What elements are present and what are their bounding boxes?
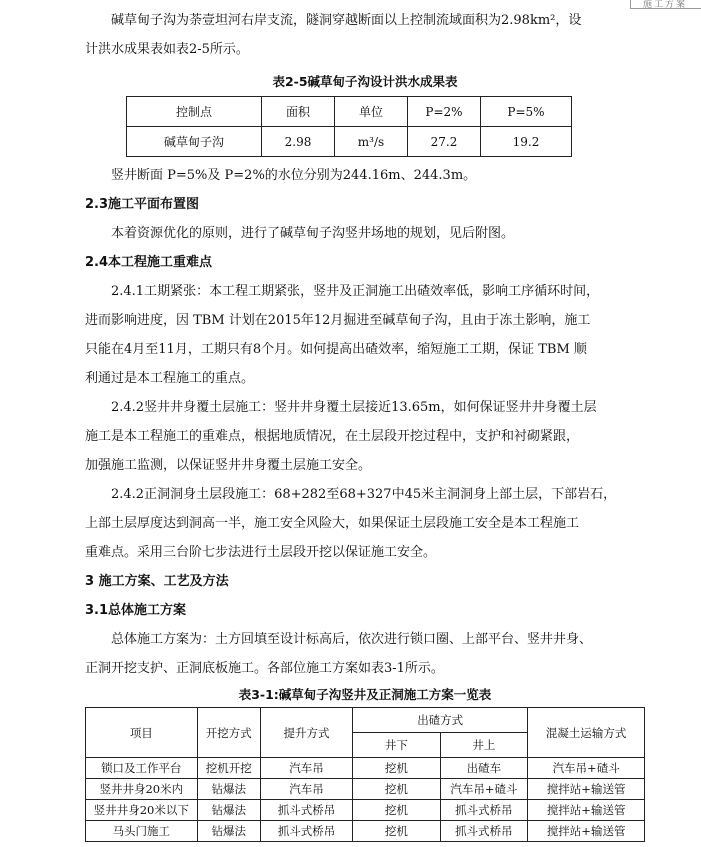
cell: 钻爆法 bbox=[197, 821, 260, 842]
intro-line-2: 计洪水成果表如表2-5所示。 bbox=[85, 42, 249, 57]
difficulty-1-line-1: 2.4.1工期紧张：本工程工期紧张，竖井及正洞施工出碴效率低，影响工序循环时间， bbox=[111, 284, 600, 299]
cell: 19.2 bbox=[481, 127, 572, 157]
difficulty-1-line-2: 进而影响进度，因 TBM 计划在2015年12月掘进至碱草甸子沟，且由于冻土影响，施工 bbox=[85, 313, 591, 328]
intro-line-1: 碱草甸子沟为荼壹坦河右岸支流，隧洞穿越断面以上控制流域面积为2.98km²，设 bbox=[111, 13, 582, 28]
table-header-row bbox=[86, 708, 645, 733]
cell: 挖机 bbox=[353, 821, 440, 842]
cell: 挖机开挖 bbox=[197, 758, 260, 779]
cell: 汽车吊 bbox=[260, 779, 352, 800]
cell: 碱草甸子沟 bbox=[127, 127, 262, 157]
layout-text: 本着资源优化的原则，进行了碱草甸子沟竖井场地的规划，见后附图。 bbox=[111, 226, 515, 241]
water-level-text: 竖井断面 P=5%及 P=2%的水位分别为244.16m、244.3m。 bbox=[111, 168, 477, 183]
cell: 挖机 bbox=[353, 779, 440, 800]
difficulty-3-line-3: 重难点。采用三台阶七步法进行土层段开挖以保证施工安全。 bbox=[85, 545, 437, 560]
cell: 2.98 bbox=[262, 127, 335, 157]
cell: 汽车吊 bbox=[260, 758, 352, 779]
difficulty-1-line-3: 只能在4月至11月，工期只有8个月。如何提高出碴效率，缩短施工工期，保证 TBM 顺 bbox=[85, 342, 587, 357]
cell: 竖井井身20米内 bbox=[86, 779, 198, 800]
cell: 出碴车 bbox=[440, 758, 528, 779]
cell: 抓斗式桥吊 bbox=[260, 821, 352, 842]
header-cell: 单位 bbox=[335, 97, 408, 127]
header-cell: 项目 bbox=[86, 708, 198, 758]
cell: 钻爆法 bbox=[197, 779, 260, 800]
header-cell: 面积 bbox=[262, 97, 335, 127]
overall-plan-line-1: 总体施工方案为：土方回填至设计标高后，依次进行锁口圈、上部平台、竖井井身、 bbox=[111, 632, 593, 647]
difficulty-1-line-4: 利通过是本工程施工的重点。 bbox=[85, 371, 255, 386]
header-cell: 井下 bbox=[353, 733, 440, 758]
heading-2-4: 2.4本工程施工重难点 bbox=[85, 255, 213, 270]
cell: 挖机 bbox=[353, 758, 440, 779]
cell: 搅拌站+输送管 bbox=[528, 800, 645, 821]
difficulty-2-line-1: 2.4.2竖井井身覆土层施工：竖井井身覆土层接近13.65m，如何保证竖井井身覆土层 bbox=[111, 400, 597, 415]
cell: 钻爆法 bbox=[197, 800, 260, 821]
overall-plan-line-2: 正洞开挖支护、正洞底板施工。各部位施工方案如表3-1所示。 bbox=[85, 661, 444, 676]
difficulty-2-line-3: 加强施工监测，以保证竖井井身覆土层施工安全。 bbox=[85, 458, 372, 473]
table-row bbox=[86, 800, 645, 821]
cell: 汽车吊+碴斗 bbox=[528, 758, 645, 779]
header-cell: 井上 bbox=[440, 733, 528, 758]
header-cell: 控制点 bbox=[127, 97, 262, 127]
difficulty-2-line-2: 施工是本工程施工的重难点，根据地质情况，在土层段开挖过程中，支护和衬砌紧跟， bbox=[85, 429, 580, 444]
table-row bbox=[86, 758, 645, 779]
cell: 搅拌站+输送管 bbox=[528, 821, 645, 842]
table-3-1-caption: 表3-1:碱草甸子沟竖井及正洞施工方案一览表 bbox=[238, 687, 492, 702]
table-row bbox=[127, 127, 572, 157]
cell: 抓斗式桥吊 bbox=[440, 800, 528, 821]
table-row bbox=[86, 821, 645, 842]
flood-results-table bbox=[126, 96, 572, 157]
header-cell: 提升方式 bbox=[260, 708, 352, 758]
cell: 27.2 bbox=[408, 127, 481, 157]
cell: 搅拌站+输送管 bbox=[528, 779, 645, 800]
cell: 汽车吊+碴斗 bbox=[440, 779, 528, 800]
table-header-row bbox=[127, 97, 572, 127]
difficulty-3-line-1: 2.4.2正洞洞身土层段施工：68+282至68+327中45米主洞洞身上部土层，下部岩石， bbox=[111, 487, 617, 502]
table-row bbox=[86, 779, 645, 800]
header-cell: 混凝土运输方式 bbox=[528, 708, 645, 758]
cell: 挖机 bbox=[353, 800, 440, 821]
cell: 锁口及工作平台 bbox=[86, 758, 198, 779]
heading-3: 3 施工方案、工艺及方法 bbox=[85, 574, 229, 589]
cell: 抓斗式桥吊 bbox=[260, 800, 352, 821]
cell: 马头门施工 bbox=[86, 821, 198, 842]
header-cell: P=5% bbox=[481, 97, 572, 127]
header-cell: 出碴方式 bbox=[353, 708, 528, 733]
construction-plan-table bbox=[85, 707, 645, 842]
heading-3-1: 3.1总体施工方案 bbox=[85, 603, 187, 618]
header-cell: 开挖方式 bbox=[197, 708, 260, 758]
header-cell: P=2% bbox=[408, 97, 481, 127]
header-corner-text: 施工方案 bbox=[642, 0, 687, 10]
cell: 竖井井身20米以下 bbox=[86, 800, 198, 821]
cell: m³/s bbox=[335, 127, 408, 157]
heading-2-3: 2.3施工平面布置图 bbox=[85, 197, 200, 212]
table-2-5-caption: 表2-5碱草甸子沟设计洪水成果表 bbox=[272, 74, 458, 89]
cell: 抓斗式桥吊 bbox=[440, 821, 528, 842]
difficulty-3-line-2: 上部土层厚度达到洞高一半，施工安全风险大，如果保证土层段施工安全是本工程施工 bbox=[85, 516, 580, 531]
document-body bbox=[85, 0, 645, 842]
